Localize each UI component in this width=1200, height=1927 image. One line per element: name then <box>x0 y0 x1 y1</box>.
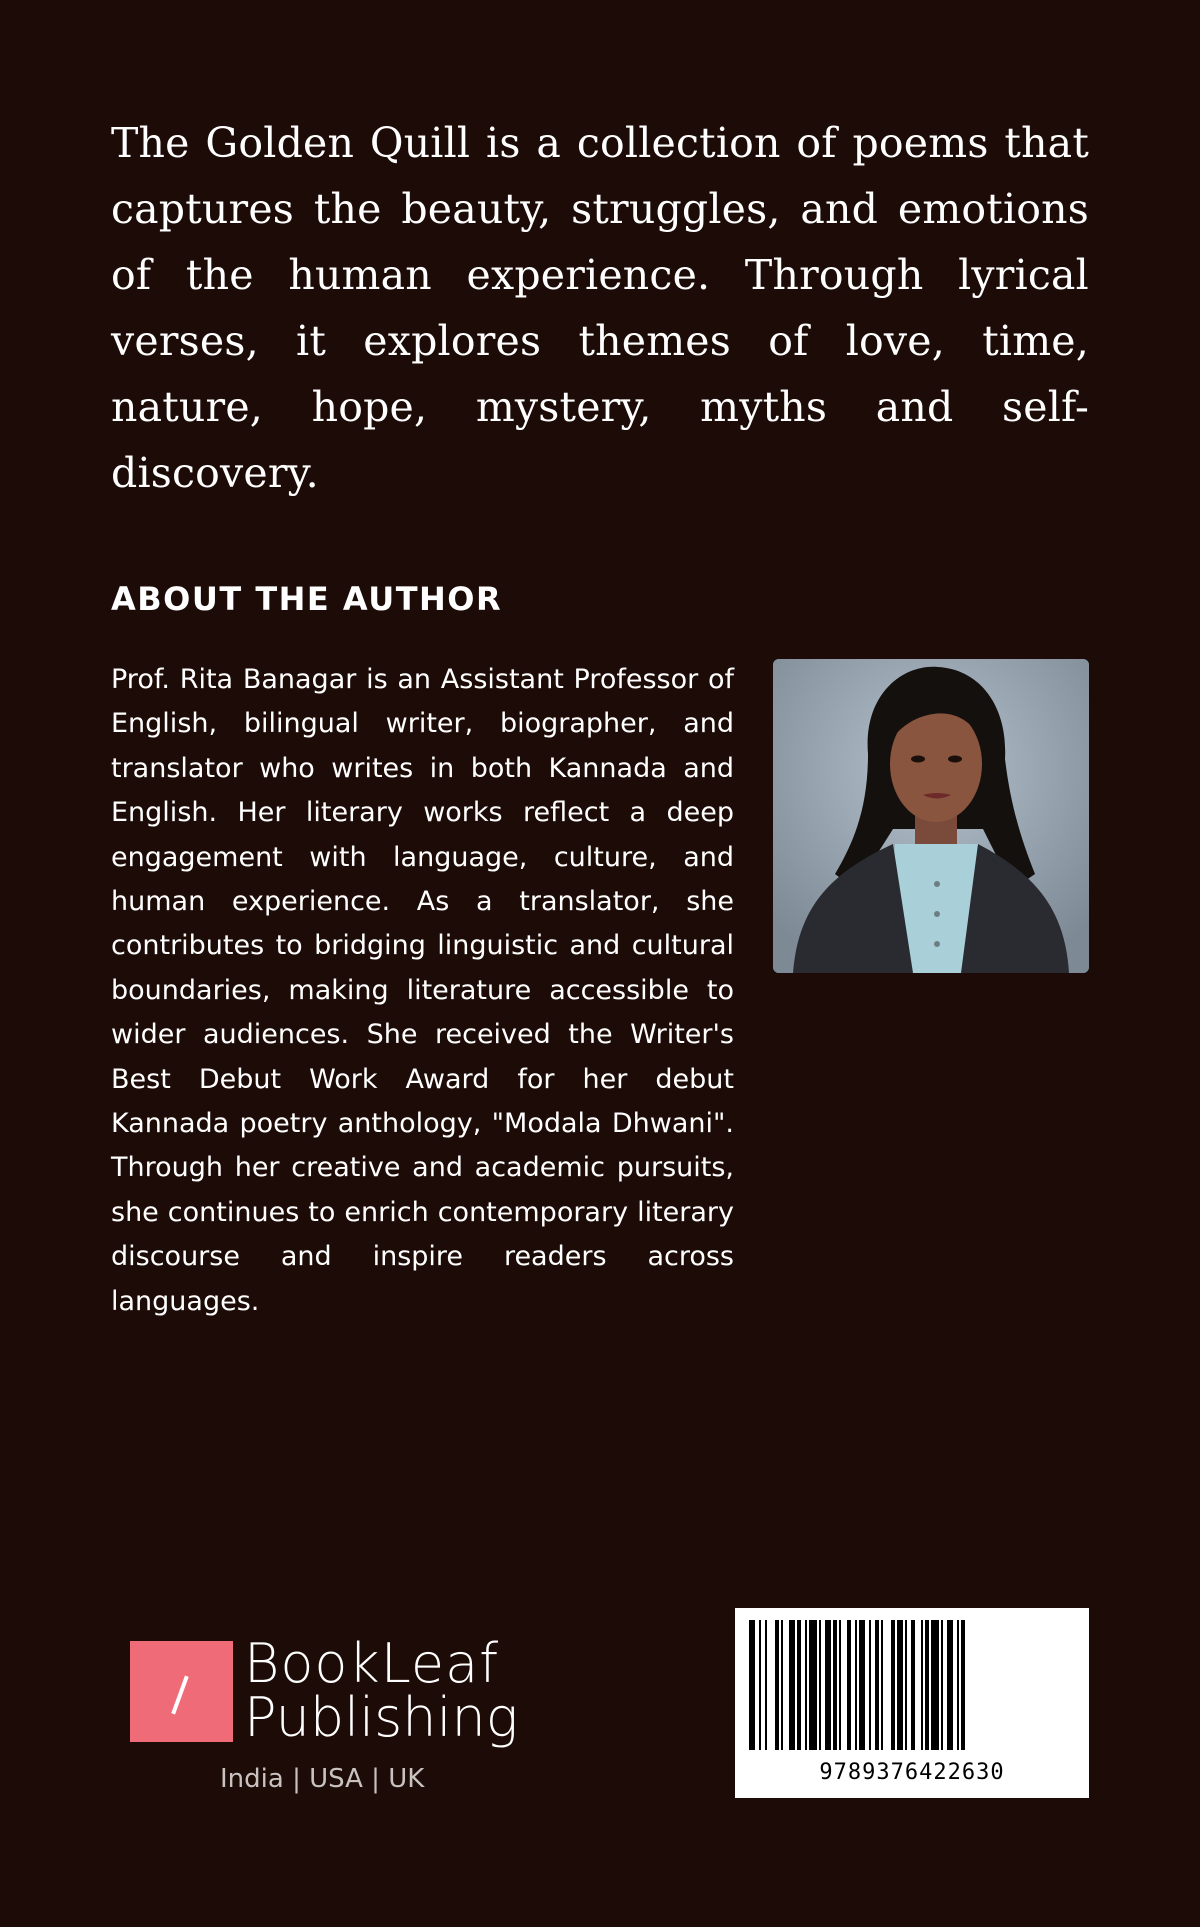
barcode-bar <box>911 1620 915 1750</box>
isbn-barcode <box>735 1608 1089 1798</box>
barcode-bar <box>947 1620 953 1750</box>
about-author-heading: ABOUT THE AUTHOR <box>111 580 503 618</box>
barcode-bar <box>809 1620 817 1750</box>
isbn-number: 9789376422630 <box>819 1760 1005 1785</box>
barcode-bar <box>847 1620 851 1750</box>
barcode-bar <box>759 1620 761 1750</box>
barcode-bar <box>869 1620 871 1750</box>
author-photo <box>773 659 1089 973</box>
publisher-name-line1: BookLeaf <box>244 1632 500 1695</box>
barcode-bar <box>875 1620 879 1750</box>
barcode-icon <box>735 1608 1089 1758</box>
barcode-bar <box>881 1620 883 1750</box>
barcode-bar <box>905 1620 907 1750</box>
barcode-bar <box>855 1620 857 1750</box>
barcode-bar <box>921 1620 923 1750</box>
barcode-bar <box>931 1620 939 1750</box>
barcode-bar <box>941 1620 943 1750</box>
publisher-name-line2: Publishing <box>244 1686 519 1749</box>
barcode-bar <box>805 1620 807 1750</box>
barcode-bar <box>957 1620 959 1750</box>
barcode-bar <box>765 1620 767 1750</box>
author-bio: Prof. Rita Banagar is an Assistant Professor of English, bilingual writer, biographer, and translator who writes in both Kannada and English. Her literary works reflect a deep engagement with language, culture, and human experience. As a translator, she contributes to bridging linguistic and cultural boundaries, making literature accessible to wider audiences. She received the Writer's Best Debut Work Award for her debut Kannada poetry anthology, "Modala Dhwani". Through her creative and academic pursuits, she continues to enrich contemporary literary discourse and inspire readers across languages. <box>111 664 734 1317</box>
publisher-logo <box>130 1632 519 1796</box>
barcode-bar <box>825 1620 831 1750</box>
barcode-bar <box>797 1620 801 1750</box>
barcode-bar <box>819 1620 821 1750</box>
barcode-bar <box>781 1620 783 1750</box>
barcode-bar <box>775 1620 779 1750</box>
barcode-bar <box>961 1620 965 1750</box>
bookleaf-logo-icon <box>130 1641 233 1742</box>
book-blurb: The Golden Quill is a collection of poems that captures the beauty, struggles, and emotions of the human experience. Through lyrical verses, it explores themes of love, time, nature, hope, mystery, myths and self-discovery. <box>111 119 1089 497</box>
barcode-bar <box>897 1620 903 1750</box>
publisher-regions: India | USA | UK <box>220 1764 425 1794</box>
author-portrait-icon <box>773 659 1089 973</box>
barcode-bar <box>833 1620 837 1750</box>
barcode-bar <box>839 1620 841 1750</box>
barcode-bar <box>925 1620 929 1750</box>
barcode-bar <box>789 1620 795 1750</box>
barcode-bar <box>749 1620 755 1750</box>
barcode-bar <box>891 1620 895 1750</box>
barcode-bar <box>859 1620 865 1750</box>
